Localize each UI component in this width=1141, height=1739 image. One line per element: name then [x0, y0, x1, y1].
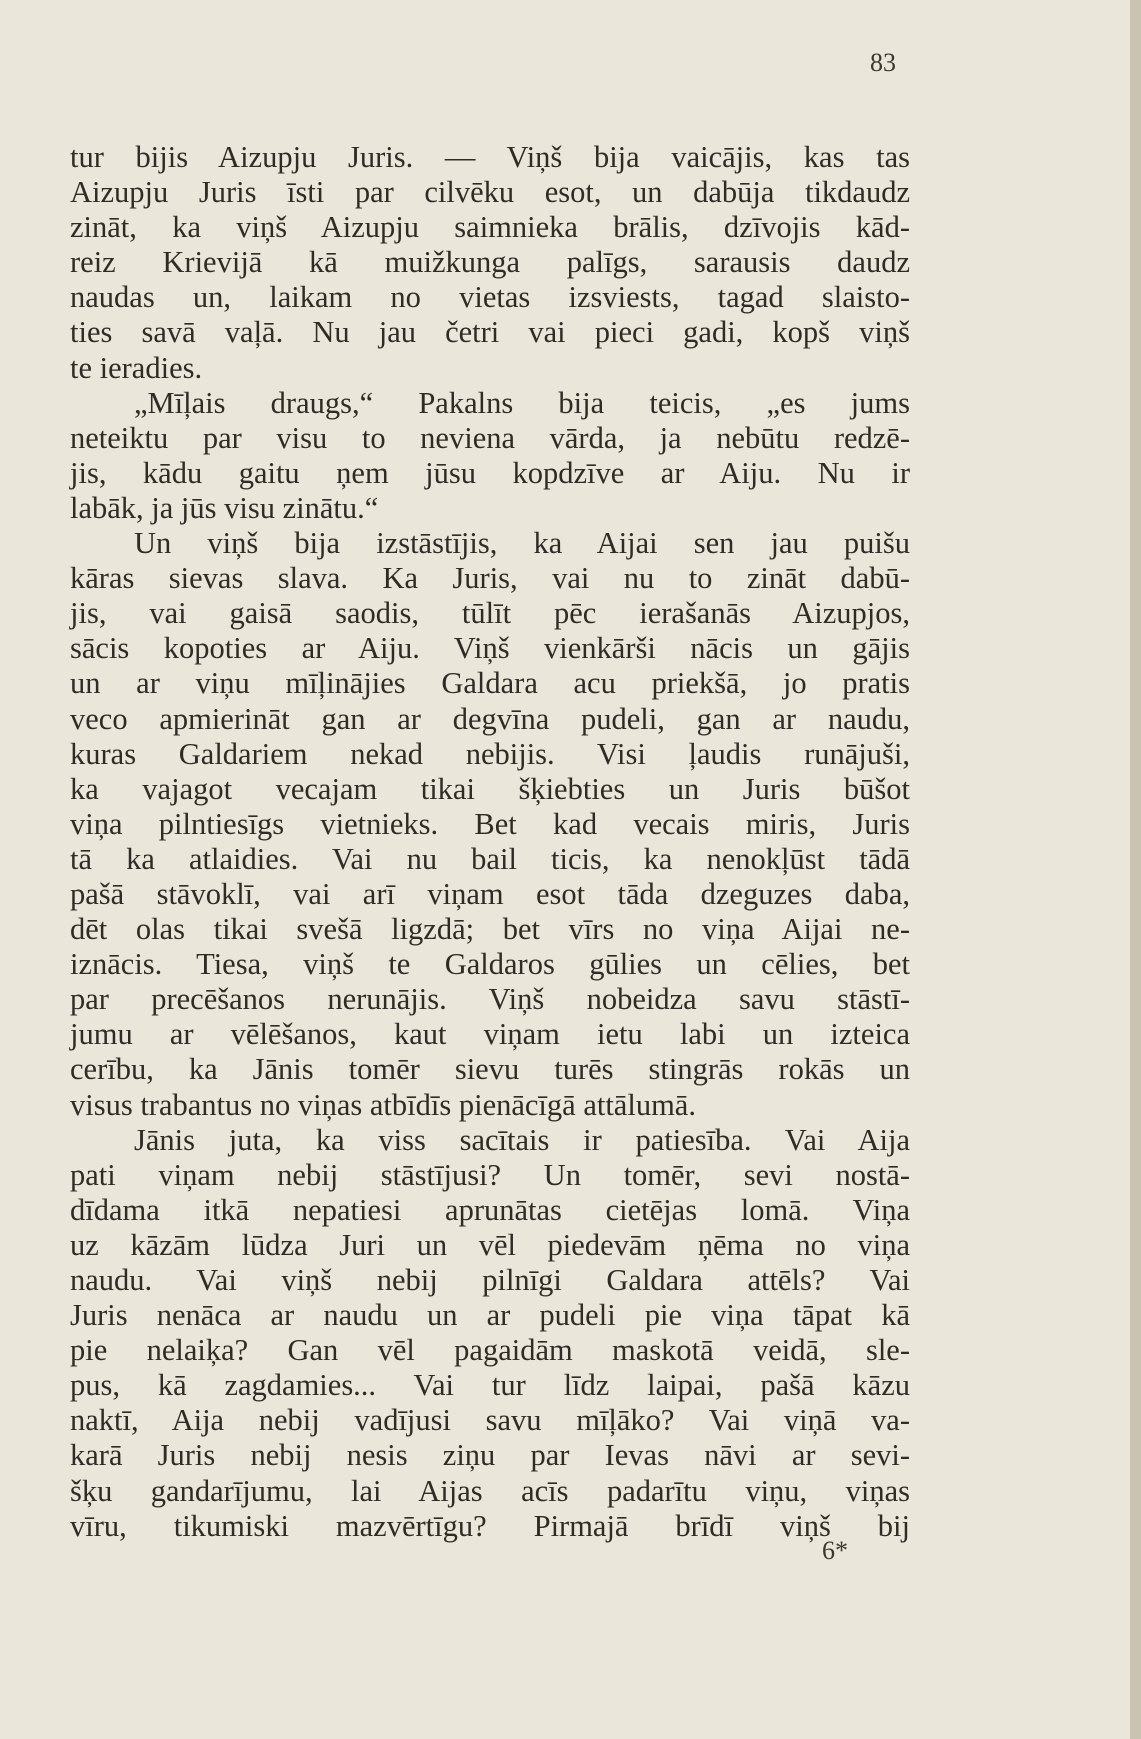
text-line: un ar viņu mīļinājies Galdara acu priekšā, jo pratis — [70, 666, 910, 701]
text-line: labāk, ja jūs visu zinātu.“ — [70, 490, 379, 525]
text-line: naudas un, laikam no vietas izsviests, tagad slaisto- — [70, 280, 910, 315]
text-line: pati viņam nebij stāstījusi? Un tomēr, sevi nostā- — [70, 1157, 910, 1192]
text-line: kuras Galdariem nekad nebijis. Visi ļaudis runājuši, — [70, 736, 910, 771]
text-line: tur bijis Aizupju Juris. — Viņš bija vaicājis, kas tas — [70, 140, 910, 174]
signature-mark: 6* — [822, 1536, 848, 1565]
text-line: dīdama itkā nepatiesi aprunātas cietējas lomā. Viņa — [70, 1192, 910, 1227]
text-line: pašā stāvoklī, vai arī viņam esot tāda dzeguzes daba, — [70, 876, 910, 911]
page-edge — [1130, 0, 1141, 1739]
text-line: jis, vai gaisā saodis, tūlīt pēc ierašanās Aizupjos, — [70, 596, 910, 631]
text-line: Un viņš bija izstāstījis, ka Aijai sen jau puišu — [134, 526, 910, 561]
text-line: karā Juris nebij nesis ziņu par Ievas nāvi ar sevi- — [70, 1438, 910, 1473]
text-line: iznācis. Tiesa, viņš te Galdaros gūlies un cēlies, bet — [70, 947, 910, 982]
text-line: ties savā vaļā. Nu jau četri vai pieci gadi, kopš viņš — [70, 315, 910, 350]
text-line: ka vajagot vecajam tikai šķiebties un Juris būšot — [70, 771, 910, 806]
text-line: Aizupju Juris īsti par cilvēku esot, un dabūja tikdaudz — [70, 175, 910, 210]
text-line: vīru, tikumiski mazvērtīgu? Pirmajā brīdī viņš bij — [70, 1508, 910, 1543]
text-line: viņa pilntiesīgs vietnieks. Bet kad vecais miris, Juris — [70, 806, 910, 841]
text-line: sācis kopoties ar Aiju. Viņš vienkārši nācis un gājis — [70, 631, 910, 666]
text-line: tā ka atlaidies. Vai nu bail ticis, ka nenokļūst tādā — [70, 841, 910, 876]
text-line: reiz Krievijā kā muižkunga palīgs, sarausis daudz — [70, 245, 910, 280]
text-line: pie nelaiķa? Gan vēl pagaidām maskotā veidā, sle- — [70, 1333, 910, 1368]
text-line: neteiktu par visu to neviena vārda, ja nebūtu redzē- — [70, 420, 910, 455]
text-line: Jānis juta, ka viss sacītais ir patiesība. Vai Aija — [134, 1122, 910, 1157]
text-line: naudu. Vai viņš nebij pilnīgi Galdara attēls? Vai — [70, 1263, 910, 1297]
text-line: „Mīļais draugs,“ Pakalns bija teicis, „es jums — [134, 385, 910, 420]
text-line: visus trabantus no viņas atbīdīs pienācīgā attālumā. — [70, 1087, 696, 1122]
text-line: cerību, ka Jānis tomēr sievu turēs stingrās rokās un — [70, 1052, 910, 1087]
text-line: jumu ar vēlēšanos, kaut viņam ietu labi un izteica — [70, 1017, 910, 1052]
text-line: te ieradies. — [70, 350, 203, 385]
text-line: kāras sievas slava. Ka Juris, vai nu to zināt dabū- — [70, 561, 910, 596]
text-line: veco apmierināt gan ar degvīna pudeli, gan ar naudu, — [70, 701, 910, 736]
text-line: šķu gandarījumu, lai Aijas acīs padarītu viņu, viņas — [70, 1473, 910, 1508]
text-line: Juris nenāca ar naudu un ar pudeli pie viņa tāpat kā — [70, 1298, 910, 1333]
text-line: par precēšanos nerunājis. Viņš nobeidza savu stāstī- — [70, 982, 910, 1017]
text-line: pus, kā zagdamies... Vai tur līdz laipai, pašā kāzu — [70, 1368, 910, 1403]
text-line: uz kāzām lūdza Juri un vēl piedevām ņēma no viņa — [70, 1227, 910, 1262]
text-line: naktī, Aija nebij vadījusi savu mīļāko? Vai viņā va- — [70, 1403, 910, 1438]
body-text — [70, 140, 910, 1544]
page-number: 83 — [870, 48, 896, 77]
text-line: zināt, ka viņš Aizupju saimnieka brālis, dzīvojis kād- — [70, 210, 910, 245]
text-line: dēt olas tikai svešā ligzdā; bet vīrs no viņa Aijai ne- — [70, 912, 910, 947]
text-line: jis, kādu gaitu ņem jūsu kopdzīve ar Aiju. Nu ir — [70, 455, 910, 490]
